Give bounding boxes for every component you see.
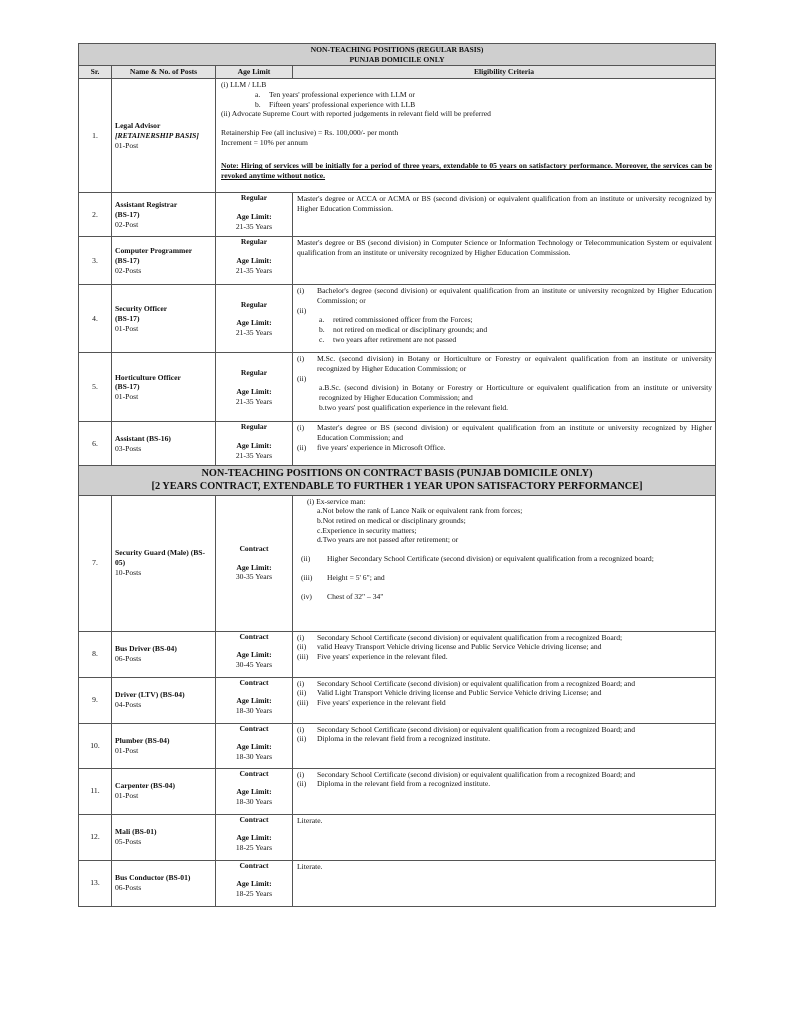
criteria-line: b.Not retired on medical or disciplinary grounds;	[317, 515, 466, 525]
age-value: 21-35 Years	[235, 396, 273, 406]
age-cell	[216, 768, 293, 814]
post-count: 02-Post	[115, 219, 139, 229]
criteria-cell	[293, 814, 716, 860]
age-value: 21-35 Years	[235, 221, 273, 231]
table-row	[79, 237, 716, 285]
criteria-cell: (i) Secondary School Certificate (second division) or equivalent qualification from a recognized Board; (ii) valid Heavy Transport Vehicle driving license and Public Service Vehicle driving license; and (iii) Five years' experience in the relevant filed.	[293, 631, 716, 677]
criteria-line: (ii) Advocate Supreme Court with reported judgements in relevant field will be preferred	[221, 109, 491, 119]
contract-type: Contract	[239, 768, 269, 778]
criteria-line: Higher Secondary School Certificate (second division) or equivalent qualification from a recognized board;	[327, 554, 654, 564]
post-name: Driver (LTV) (BS-04)	[115, 690, 185, 700]
age-cell	[216, 285, 293, 353]
criteria-line: a.Not below the rank of Lance Naik or equivalent rank from forces;	[317, 506, 523, 516]
criteria-cell	[293, 860, 716, 906]
age-cell	[216, 422, 293, 466]
post-count: 01-Post	[115, 323, 139, 333]
age-cell	[216, 860, 293, 906]
col-name: Name & No. of Posts	[112, 66, 216, 79]
age-value: 18-25 Years	[235, 888, 273, 898]
criteria-line: Chest of 32" – 34"	[327, 591, 384, 601]
row-sr: 5.	[79, 353, 112, 422]
row-name-cell	[112, 768, 216, 814]
criteria-cell: (i) LLM / LLB a. Ten years' professional experience with LLM or b. Fifteen years' professional experience with LLB (ii) Advocate Supreme Court with reported judgements in relevant field will be preferred Retainership Fee (all inclusive) = Rs. 100,000/- per month Increment = 10% per annum Note: Hiring of services will be initially for a period of three years, extendable to 05 years on satisfactory performance. Moreover, the services can be revoked anytime without notice.	[216, 79, 716, 193]
contract-type: Regular	[240, 237, 268, 247]
post-name: Mali (BS-01)	[115, 827, 157, 837]
post-count: 01-Post	[115, 392, 139, 402]
criteria-line: Height = 5' 6"; and	[327, 572, 385, 582]
table-row	[79, 677, 716, 723]
row-sr: 2.	[79, 193, 112, 237]
criteria-line: Secondary School Certificate (second division) or equivalent qualification from a recognized Board; and	[317, 678, 635, 688]
row-sr: 7.	[79, 495, 112, 631]
post-basis: [RETAINERSHIP BASIS]	[115, 130, 199, 140]
section-header-contract	[79, 466, 716, 495]
section-title-line2: [2 YEARS CONTRACT, EXTENDABLE TO FURTHER 1 YEAR UPON SATISFACTORY PERFORMANCE]	[151, 481, 643, 493]
age-label: Age Limit:	[236, 879, 272, 889]
row-name-cell	[112, 79, 216, 193]
row-name-cell	[112, 285, 216, 353]
table-row	[79, 353, 716, 422]
criteria-cell: (i) Secondary School Certificate (second division) or equivalent qualification from a recognized Board; and (ii) Valid Light Transport Vehicle driving license and Public Service Vehicle driving License; and (iii) Five years' experience in the relevant field	[293, 677, 716, 723]
table-row	[79, 723, 716, 768]
row-sr: 8.	[79, 631, 112, 677]
contract-type: Regular	[240, 422, 268, 432]
table-row	[79, 631, 716, 677]
contract-type: Contract	[239, 631, 269, 641]
row-name-cell	[112, 495, 216, 631]
post-count: 04-Posts	[115, 700, 142, 709]
post-name: Security Guard (Male) (BS-05)	[115, 548, 206, 568]
age-label: Age Limit:	[236, 318, 272, 328]
criteria-line: b.two years' post qualification experience in the relevant field.	[319, 402, 509, 412]
row-sr: 6.	[79, 422, 112, 466]
post-count: 06-Posts	[115, 883, 142, 892]
age-value: 21-35 Years	[235, 450, 273, 460]
age-value: 30-45 Years	[235, 659, 273, 669]
table-row	[79, 495, 716, 631]
criteria-cell	[293, 193, 716, 237]
criteria-line: a.B.Sc. (second division) in Botany or Forestry or Horticulture or equivalent qualification from an institute or university recognized by Higher Education Commission; and	[319, 383, 713, 403]
age-cell	[216, 495, 293, 631]
age-label: Age Limit:	[236, 255, 272, 265]
age-value: 18-30 Years	[235, 796, 273, 806]
post-count: 01-Post	[115, 745, 139, 755]
positions-table	[78, 43, 716, 907]
row-name-cell	[112, 422, 216, 466]
table-row	[79, 285, 716, 353]
row-name-cell	[112, 723, 216, 768]
row-sr: 13.	[79, 860, 112, 906]
criteria-line: d.Two years are not passed after retirement; or	[317, 535, 459, 545]
age-cell	[216, 814, 293, 860]
criteria-cell: (i) Secondary School Certificate (second division) or equivalent qualification from a recognized Board; and (ii) Diploma in the relevant field from a recognized institute.	[293, 723, 716, 768]
table-row	[79, 79, 716, 193]
post-count: 03-Posts	[115, 443, 142, 453]
contract-type: Contract	[239, 677, 269, 687]
age-value: 18-30 Years	[235, 705, 273, 715]
criteria-cell: (i) Secondary School Certificate (second division) or equivalent qualification from a recognized Board; and (ii) Diploma in the relevant field from a recognized institute.	[293, 768, 716, 814]
increment-line: Increment = 10% per annum	[221, 137, 308, 147]
contract-type: Contract	[239, 860, 269, 870]
criteria-line: (i) Ex-service man:	[307, 496, 366, 506]
row-sr: 9.	[79, 677, 112, 723]
criteria-cell: (i) Ex-service man: a.Not below the rank of Lance Naik or equivalent rank from forces; b.Not retired on medical or disciplinary grounds; c.Experience in security matters; d.Two years are not passed after retirement; or (ii) Higher Secondary School Certificate (second division) or equivalent qualification from a recognized board; (iii) Height = 5' 6"; and (iv) Chest of 32" – 34"	[293, 495, 716, 631]
row-name-cell	[112, 814, 216, 860]
criteria-line: Five years' experience in the relevant filed.	[317, 651, 448, 661]
age-value: 30-35 Years	[235, 572, 273, 582]
section-title-line2: PUNJAB DOMICILE ONLY	[349, 54, 445, 64]
age-label: Age Limit:	[236, 696, 272, 706]
age-value: 18-25 Years	[235, 842, 273, 852]
criteria-line: Five years' experience in the relevant field	[317, 697, 446, 707]
criteria-line: Master's degree or BS (second division) in Computer Science or Information Technology or Telecommunication System or equivalent qualification from an institute or university recognized by Higher Education Commission.	[297, 238, 713, 257]
criteria-line: Diploma in the relevant field from a recognized institute.	[317, 779, 491, 789]
criteria-line: Literate.	[297, 861, 323, 871]
contract-type: Contract	[239, 543, 269, 553]
criteria-line: Valid Light Transport Vehicle driving license and Public Service Vehicle driving License; and	[317, 688, 602, 698]
post-scale: (BS-17)	[115, 255, 140, 265]
row-sr: 4.	[79, 285, 112, 353]
post-name: Plumber (BS-04)	[115, 735, 170, 745]
row-name-cell	[112, 237, 216, 285]
contract-type: Regular	[240, 368, 268, 378]
criteria-cell: (i) Master's degree or BS (second division) or equivalent qualification from an institute or university recognized by Higher Education Commission; and (ii) five years' experience in Microsoft Office.	[293, 422, 716, 466]
criteria-line: Secondary School Certificate (second division) or equivalent qualification from a recognized Board; and	[317, 724, 635, 734]
age-label: Age Limit:	[236, 742, 272, 752]
criteria-line: valid Heavy Transport Vehicle driving license and Public Service Vehicle driving license; and	[317, 642, 602, 652]
post-count: 05-Posts	[115, 837, 142, 846]
row-sr: 12.	[79, 814, 112, 860]
post-scale: (BS-17)	[115, 313, 140, 323]
post-count: 01-Post	[115, 140, 139, 150]
criteria-line: Master's degree or BS (second division) or equivalent qualification from an institute or university recognized by Higher Education Commission; and	[317, 423, 713, 442]
row-name-cell	[112, 631, 216, 677]
row-name-cell	[112, 353, 216, 422]
section-title-line1: NON-TEACHING POSITIONS (REGULAR BASIS)	[310, 45, 484, 54]
age-label: Age Limit:	[236, 833, 272, 843]
post-name: Bus Driver (BS-04)	[115, 644, 177, 654]
criteria-line: Literate.	[297, 815, 323, 825]
age-value: 18-30 Years	[235, 751, 273, 761]
contract-type: Regular	[240, 299, 268, 309]
post-count: 06-Posts	[115, 654, 142, 663]
criteria-line: Diploma in the relevant field from a recognized institute.	[317, 734, 491, 744]
row-sr: 1.	[79, 79, 112, 193]
row-name-cell	[112, 860, 216, 906]
post-name: Legal Advisor	[115, 121, 161, 131]
criteria-line: Secondary School Certificate (second division) or equivalent qualification from a recognized Board; and	[317, 769, 635, 779]
post-name: Horticulture Officer	[115, 372, 181, 382]
criteria-line: retired commissioned officer from the Forces;	[333, 315, 473, 325]
section-header-regular	[79, 44, 716, 66]
post-scale: (BS-17)	[115, 209, 140, 219]
criteria-line: Fifteen years' professional experience with LLB	[269, 99, 416, 109]
row-sr: 3.	[79, 237, 112, 285]
age-cell	[216, 631, 293, 677]
post-name: Carpenter (BS-04)	[115, 781, 175, 791]
row-sr: 10.	[79, 723, 112, 768]
post-name: Security Officer	[115, 304, 168, 314]
post-count: 02-Posts	[115, 265, 142, 275]
contract-type: Contract	[239, 723, 269, 733]
column-headers	[79, 66, 716, 79]
criteria-line: Ten years' professional experience with LLM or	[269, 89, 415, 99]
post-name: Assistant (BS-16)	[115, 433, 171, 443]
criteria-line: two years after retirement are not passed	[333, 334, 457, 344]
note-line: Note: Hiring of services will be initially for a period of three years, extendable to 05 years on satisfactory performance. Moreover, the services can be revoked anytime without notice.	[221, 161, 713, 181]
post-name: Assistant Registrar	[115, 200, 178, 210]
post-count: 10-Posts	[115, 567, 142, 577]
criteria-cell: (i) M.Sc. (second division) in Botany or Horticulture or Forestry or equivalent qualification from an institute or university recognized by Higher Education Commission; or (ii) a.B.Sc. (second division) in Botany or Forestry or Horticulture or equivalent qualification from an institute or university recognized by Higher Education Commission; and b.two years' post qualification experience in the relevant field.	[293, 353, 716, 422]
age-label: Age Limit:	[236, 562, 272, 572]
criteria-line: M.Sc. (second division) in Botany or Horticulture or Forestry or equivalent qualification from an institute or university recognized by Higher Education Commission; or	[317, 354, 713, 373]
age-cell	[216, 723, 293, 768]
age-label: Age Limit:	[236, 650, 272, 660]
table-row	[79, 768, 716, 814]
col-age: Age Limit	[216, 66, 293, 79]
post-name: Bus Conductor (BS-01)	[115, 873, 191, 883]
criteria-line: Secondary School Certificate (second division) or equivalent qualification from a recognized Board;	[317, 632, 623, 642]
age-value: 21-35 Years	[235, 265, 273, 275]
criteria-line: (i) LLM / LLB	[221, 80, 267, 90]
table-row	[79, 422, 716, 466]
col-sr: Sr.	[79, 66, 112, 79]
row-name-cell	[112, 193, 216, 237]
post-scale: (BS-17)	[115, 382, 140, 392]
age-cell	[216, 193, 293, 237]
fee-line: Retainership Fee (all inclusive) = Rs. 100,000/- per month	[221, 128, 399, 138]
age-label: Age Limit:	[236, 386, 272, 396]
criteria-line: Master's degree or ACCA or ACMA or BS (second division) or equivalent qualification from an institute or university recognized by Higher Education Commission.	[297, 194, 713, 213]
age-value: 21-35 Years	[235, 328, 273, 338]
table-row	[79, 860, 716, 906]
row-sr: 11.	[79, 768, 112, 814]
criteria-line: not retired on medical or disciplinary grounds; and	[333, 325, 488, 335]
row-name-cell	[112, 677, 216, 723]
criteria-line: five years' experience in Microsoft Office.	[317, 442, 446, 452]
post-name: Computer Programmer	[115, 246, 193, 256]
section-title-line1: NON-TEACHING POSITIONS ON CONTRACT BASIS (PUNJAB DOMICILE ONLY)	[201, 468, 593, 480]
post-count: 01-Post	[115, 791, 139, 800]
age-label: Age Limit:	[236, 440, 272, 450]
age-cell	[216, 353, 293, 422]
age-label: Age Limit:	[236, 787, 272, 797]
table-row	[79, 193, 716, 237]
criteria-line: Bachelor's degree (second division) or equivalent qualification from an institute or university recognized by Higher Education Commission; or	[317, 286, 713, 305]
contract-type: Regular	[240, 193, 268, 203]
criteria-line: c.Experience in security matters;	[317, 525, 417, 535]
age-cell	[216, 237, 293, 285]
col-criteria: Eligibility Criteria	[293, 66, 716, 79]
age-cell	[216, 677, 293, 723]
criteria-cell	[293, 237, 716, 285]
criteria-cell: (i) Bachelor's degree (second division) or equivalent qualification from an institute or university recognized by Higher Education Commission; or (ii) a. retired commissioned officer from the Forces; b. not retired on medical or disciplinary grounds; and c. two years after retirement are not passed	[293, 285, 716, 353]
table-row	[79, 814, 716, 860]
contract-type: Contract	[239, 814, 269, 824]
age-label: Age Limit:	[236, 211, 272, 221]
